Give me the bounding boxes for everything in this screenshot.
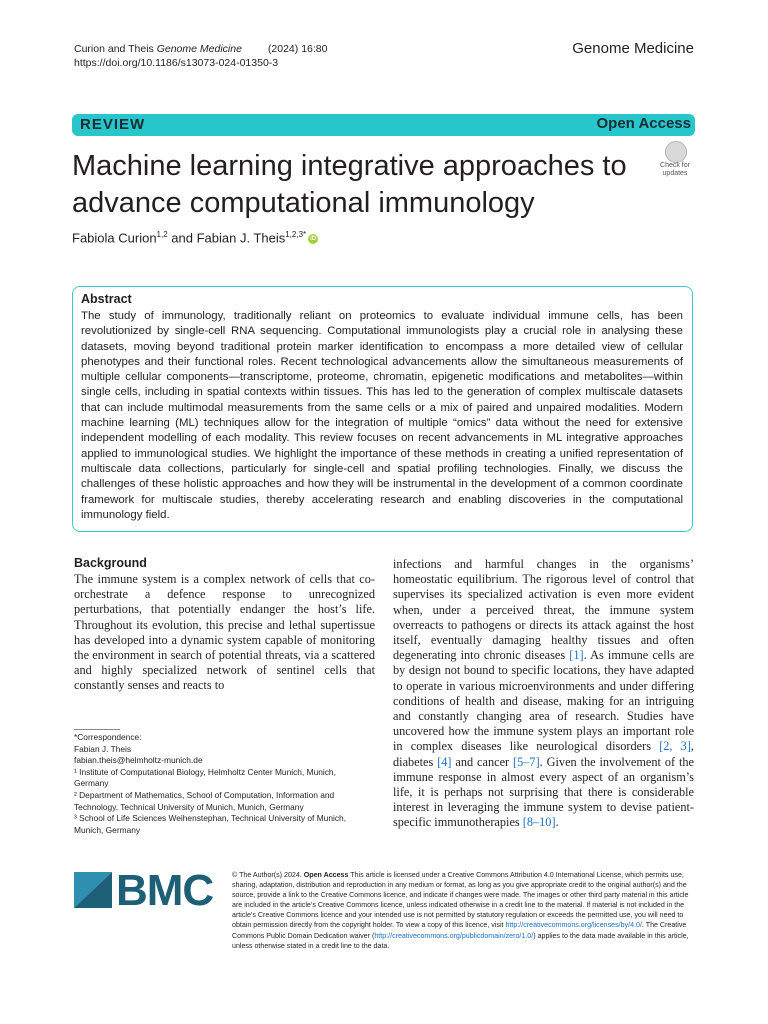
copyright-text: © The Author(s) 2024. [232, 871, 302, 879]
doi-link[interactable]: https://doi.org/10.1186/s13073-024-01350-3 [74, 57, 279, 69]
footnote-divider [74, 729, 120, 730]
license-statement [232, 870, 694, 951]
header-journal: Genome Medicine [156, 43, 242, 55]
journal-name: Genome Medicine [572, 40, 694, 57]
citation-link[interactable]: [2, 3] [659, 739, 691, 754]
license-text: . The Creative Commons Public Domain Dedication waiver ( [232, 921, 687, 940]
correspondence-label: *Correspondence: [74, 732, 142, 742]
body-text-right [393, 557, 694, 831]
section-heading-background: Background [74, 556, 147, 570]
bmc-logo-mark-icon [74, 872, 112, 908]
body-text: . As immune cells are by design not bound to specific locations, they have adapted to operate in various microenvironments and under differing conditions of health and disease, making for an intriguing and constantly changing area of research. Studies have uncovered how the immune system plays an important role in complex diseases like neurological disorders [393, 648, 694, 754]
license-text: ) applies to the data made available in this article, unless otherwise stated in a credit line to the data. [232, 931, 689, 950]
check-for-updates-icon [665, 141, 687, 163]
bmc-logo [74, 866, 214, 915]
citation-link[interactable]: [1] [569, 648, 584, 663]
citation-link[interactable]: [8–10] [522, 815, 556, 830]
article-type-label: REVIEW [80, 116, 146, 133]
author-separator: and [167, 230, 197, 246]
affiliation-2: ² Department of Mathematics, School of Computation, Information and Technology, Technical University of Munich, Munich, Germany [74, 789, 335, 812]
running-header [74, 42, 327, 70]
author-name[interactable]: Fabian J. Theis [196, 230, 286, 246]
check-for-updates-text: Check for updates [660, 162, 690, 177]
check-for-updates-badge[interactable] [655, 141, 695, 179]
citation-link[interactable]: [4] [437, 754, 452, 769]
header-year-issue: (2024) 16:80 [267, 43, 328, 55]
citation-link[interactable]: [5–7] [513, 754, 540, 769]
body-text: and cancer [451, 754, 514, 769]
body-text: . [555, 815, 559, 830]
author-list [72, 230, 318, 245]
orcid-icon[interactable]: iD [310, 236, 317, 243]
open-access-label: Open Access [596, 115, 691, 132]
correspondence-email[interactable]: fabian.theis@helmholtz-munich.de [74, 755, 203, 766]
body-text-left: The immune system is a complex network of cells that co-orchestrate a defence response to unrecognized perturbations, that potentially endanger the host’s life. Throughout its evolution, this precise and lethal supertissue has developed into a dynamic system capable of monitoring the environment in search of potential threats, via a scattered and highly specialized network of sentinel cells that constantly senses and reacts to [74, 572, 375, 693]
author-affiliation-sup: 1,2 [156, 230, 168, 239]
article-title: Machine learning integrative approaches to advance computational immunology [72, 150, 627, 219]
public-domain-link[interactable]: http://creativecommons.org/publicdomain/zero/1.0/ [374, 931, 534, 940]
correspondence-name: Fabian J. Theis [74, 743, 132, 754]
affiliation-1: ¹ Institute of Computational Biology, Helmholtz Center Munich, Munich, Germany [74, 766, 336, 789]
header-authors: Curion and Theis [74, 43, 154, 55]
footnotes [74, 732, 364, 836]
bmc-logo-text: BMC [116, 866, 214, 915]
author-affiliation-sup: 1,2,3* [285, 230, 307, 239]
body-text: , diabetes [393, 739, 694, 769]
affiliation-3: ³ School of Life Sciences Weihenstephan, Technical University of Munich, Munich, Germany [74, 813, 347, 835]
open-access-text: Open Access [303, 871, 349, 879]
body-text: . Given the involvement of the immune response in almost every aspect of an organism’s life, it is perhaps not surprising that there is considerable interest in leveraging the immune system to devise patient-specific immunotherapies [393, 754, 694, 830]
abstract-box [72, 286, 693, 532]
license-text: This article is licensed under a Creative Commons Attribution 4.0 International License, which permits use, sharing, adaptation, distribution and reproduction in any medium or format, as long as you give appropriate credit to the original author(s) and the source, provide a link to the Creative Commons licence, and indicate if changes were made. The images or other third party material in this article are included in the article’s Creative Commons licence, unless indicated otherwise in a credit line to the material. If material is not included in the article’s Creative Commons licence and your intended use is not permitted by statutory regulation or exceeds the permitted use, you will need to obtain permission directly from the copyright holder. To view a copy of this licence, visit [232, 871, 689, 930]
article-type-banner [72, 114, 695, 136]
abstract-text: The study of immunology, traditionally reliant on proteomics to evaluate individual immune cells, has been revolutionized by single-cell RNA sequencing. Computational immunologists play a crucial role in analysing these datasets, moving beyond traditional protein marker identification to encompass a more detailed view of cellular phenotypes and their functional roles. Recent technological advancements allow the simultaneous measurements of multiple cellular components—transcriptome, proteome, chromatin, epigenetic modifications and metabolites—within single cells, including in spatial contexts within tissues. This has led to the generation of complex multiscale datasets that can include multimodal measurements from the same cells or a mix of paired and unpaired modalities. Modern machine learning (ML) techniques allow for the integration of multiple “omics” data without the need for extensive independent modelling of each modality. This review focuses on recent advancements in ML integrative approaches applied to immunological studies. We highlight the importance of these methods in creating a unified representation of multiscale data collections, particularly for single-cell and spatial profiling technologies. Finally, we discuss the challenges of these holistic approaches and how they will be instrumental in the development of a common coordinate framework for multiscale studies, thereby accelerating research and enabling discoveries in the computational immunology field. [81, 310, 683, 521]
abstract-heading: Abstract [81, 292, 132, 306]
license-link[interactable]: http://creativecommons.org/licenses/by/4.0/ [505, 921, 642, 930]
author-name[interactable]: Fabiola Curion [72, 230, 157, 246]
body-text: infections and harmful changes in the organisms’ homeostatic equilibrium. The rigorous level of control that supervises its specialized activation is even more evident when, under a perceived threat, the immune system overreacts to pathogens or directs its attack against the host itself, eventually damaging healthy tissues and often degenerating into chronic diseases [393, 557, 694, 663]
